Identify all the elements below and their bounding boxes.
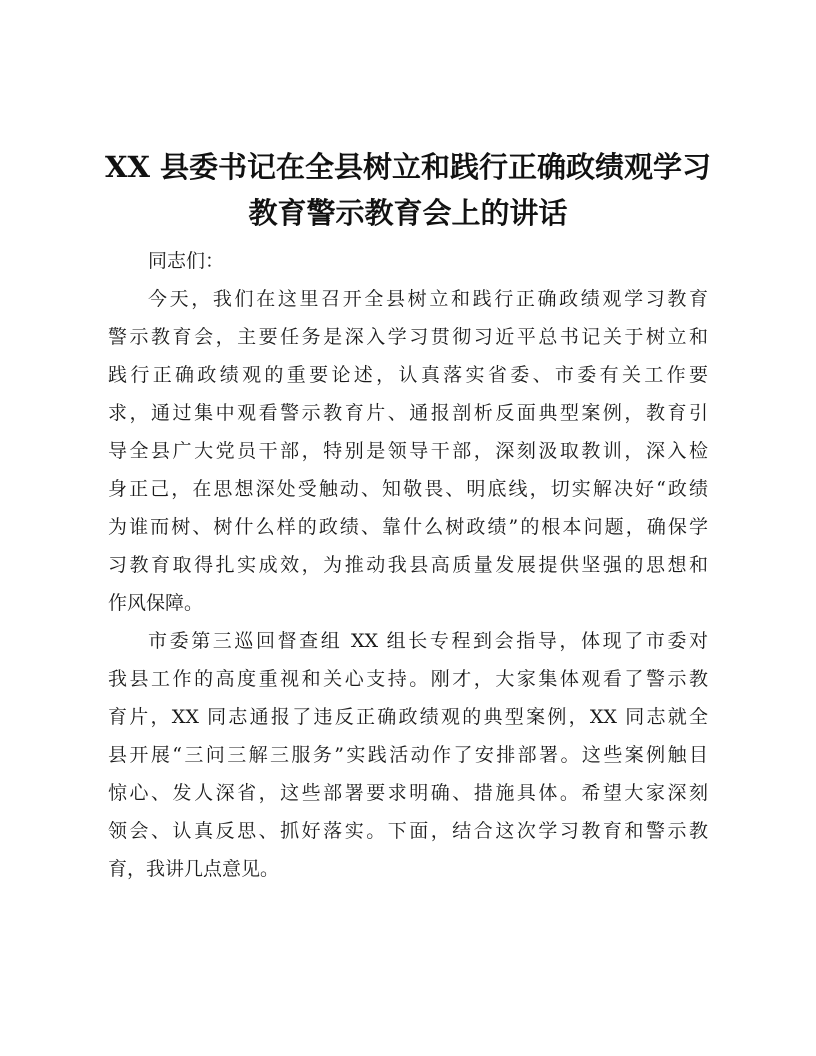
- speech-body: [108, 242, 708, 888]
- paragraph-2-line: 育，我讲几点意见。: [108, 858, 280, 880]
- paragraph-2-line: 县开展“三问三解三服务”实践活动作了安排部署。这些案例触目: [108, 744, 708, 766]
- paragraph-1-line: 践行正确政绩观的重要论述，认真落实省委、市委有关工作要: [108, 364, 708, 386]
- title-line-2: 教育警示教育会上的讲话: [248, 196, 568, 230]
- paragraph-2-line: 育片，XX 同志通报了违反正确政绩观的典型案例，XX 同志就全: [108, 706, 708, 728]
- paragraph-1-line: 警示教育会，主要任务是深入学习贯彻习近平总书记关于树立和: [108, 326, 708, 348]
- paragraph-2-line: 惊心、发人深省，这些部署要求明确、措施具体。希望大家深刻: [108, 782, 708, 804]
- paragraph-1-line: 求，通过集中观看警示教育片、通报剖析反面典型案例，教育引: [108, 402, 708, 424]
- paragraph-1-line: 身正己，在思想深处受触动、知敬畏、明底线，切实解决好“政绩: [108, 478, 708, 500]
- paragraph-2-line: 市委第三巡回督查组 XX 组长专程到会指导，体现了市委对: [148, 630, 708, 652]
- paragraph-1: [108, 280, 708, 622]
- paragraph-1-line: 习教育取得扎实成效，为推动我县高质量发展提供坚强的思想和: [108, 554, 708, 576]
- paragraph-2-line: 我县工作的高度重视和关心支持。刚才，大家集体观看了警示教: [108, 668, 708, 690]
- paragraph-1-line: 今天，我们在这里召开全县树立和践行正确政绩观学习教育: [148, 288, 708, 310]
- paragraph-2-line: 领会、认真反思、抓好落实。下面，结合这次学习教育和警示教: [108, 820, 708, 842]
- paragraph-2: [108, 622, 708, 888]
- title-line-1: XX 县委书记在全县树立和践行正确政绩观学习: [104, 150, 712, 184]
- paragraph-1-line: 作风保障。: [108, 592, 204, 614]
- salutation: 同志们：: [148, 250, 225, 272]
- speech-title: [0, 144, 816, 236]
- paragraph-1-line: 为谁而树、树什么样的政绩、靠什么树政绩”的根本问题，确保学: [108, 516, 708, 538]
- paragraph-1-line: 导全县广大党员干部，特别是领导干部，深刻汲取教训，深入检: [108, 440, 708, 462]
